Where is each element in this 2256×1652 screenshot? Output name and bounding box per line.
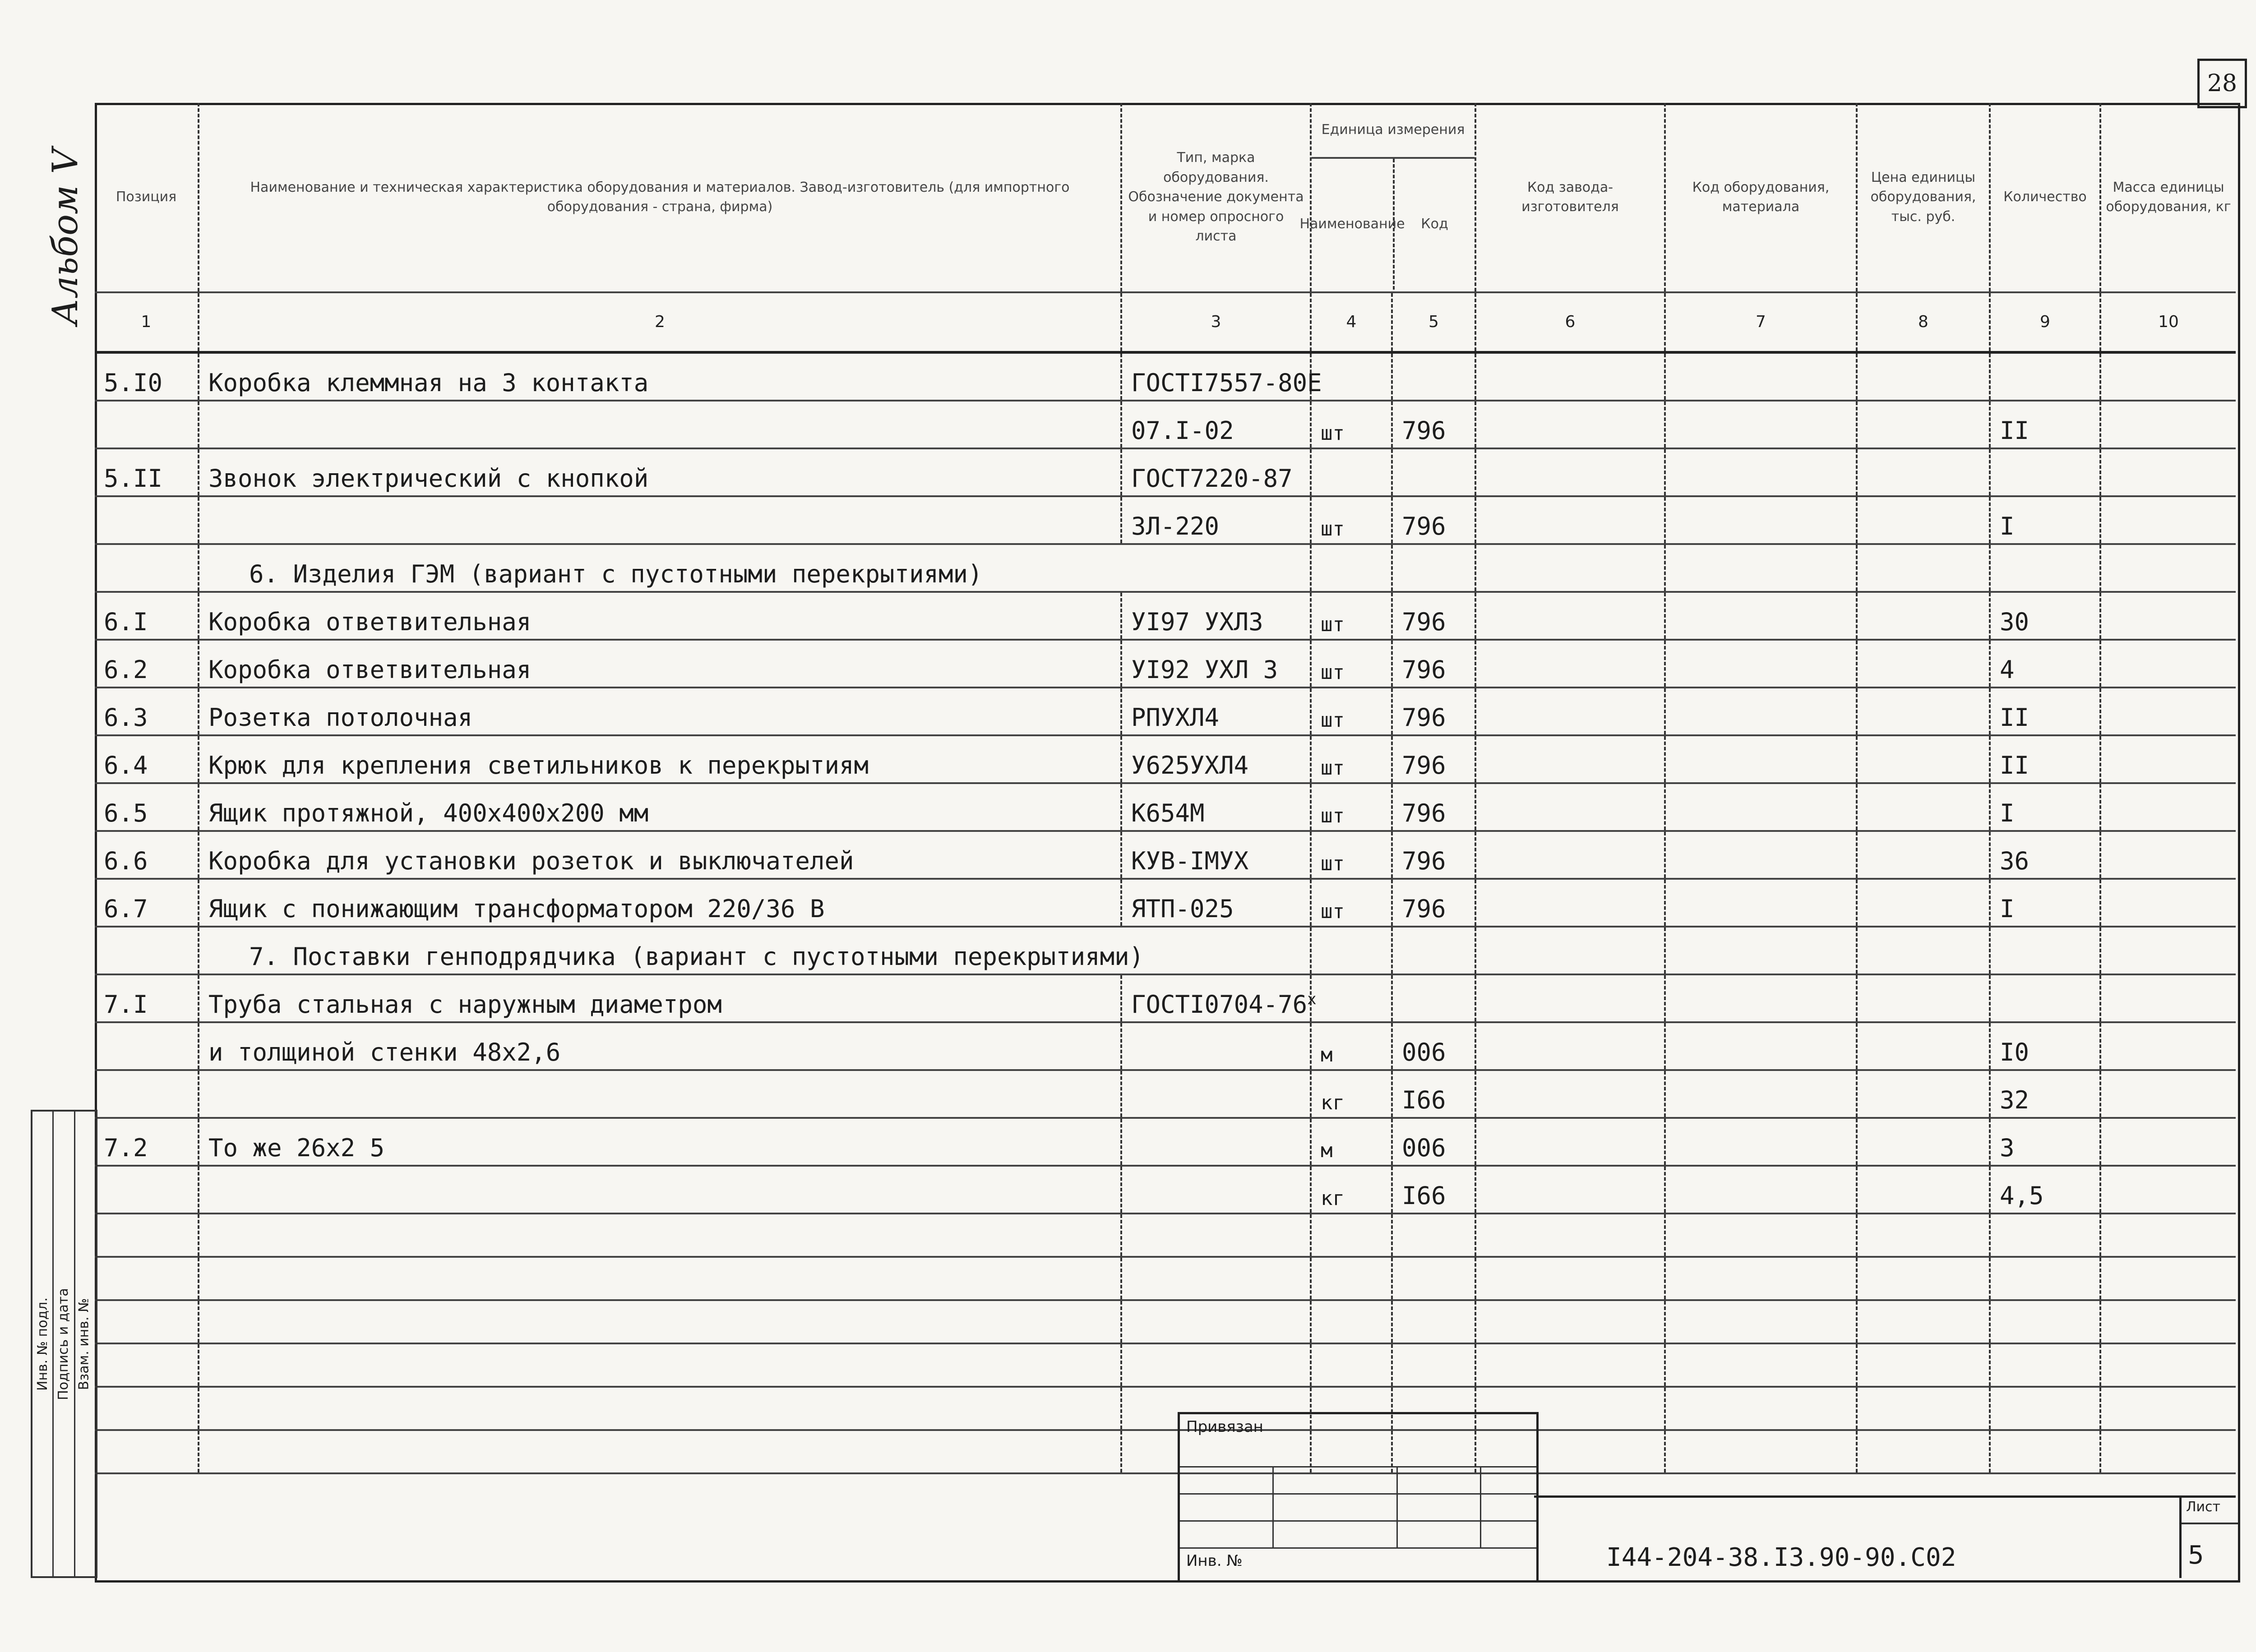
title-block bbox=[1534, 1495, 2236, 1580]
cell-quantity: 3 bbox=[1990, 1118, 2100, 1166]
cell-equipment-code bbox=[1665, 1070, 1857, 1118]
table-row bbox=[95, 1166, 2236, 1214]
table-row bbox=[95, 352, 2236, 401]
empty-row bbox=[95, 1300, 2236, 1343]
cell-position: 6.5 bbox=[95, 783, 199, 831]
cell-unit-price bbox=[1857, 1070, 1990, 1118]
empty-cell bbox=[199, 1300, 1121, 1343]
cell-position bbox=[95, 1070, 199, 1118]
section-heading-row bbox=[95, 544, 2236, 592]
cell-equipment-code bbox=[1665, 879, 1857, 927]
stamp-col-inv-orig bbox=[32, 1112, 54, 1576]
cell-unit-name: шт bbox=[1311, 401, 1392, 448]
empty-cell bbox=[1665, 1257, 1857, 1300]
col-header-10: Масса единицы оборудования, кг bbox=[2100, 103, 2236, 292]
empty-cell bbox=[1311, 1343, 1392, 1387]
cell-name: Розетка потолочная bbox=[199, 688, 1121, 735]
cell-equipment-code bbox=[1665, 1166, 1857, 1214]
empty-cell bbox=[2100, 1430, 2236, 1473]
col-header-7: Код оборудования, материала bbox=[1665, 103, 1857, 292]
cell-plant-code bbox=[1475, 352, 1665, 401]
empty-cell bbox=[1990, 1343, 2100, 1387]
cell-plant-code bbox=[1475, 1166, 1665, 1214]
cell-unit-mass bbox=[2100, 927, 2236, 974]
col-header-2: Наименование и техническая характеристика оборудования и материалов. Завод-изготовитель (для импортного оборудования - страна, фирма) bbox=[199, 103, 1121, 292]
empty-cell bbox=[1392, 1300, 1475, 1343]
cell-quantity: II bbox=[1990, 401, 2100, 448]
cell-equipment-code bbox=[1665, 688, 1857, 735]
inv-number-label: Инв. № bbox=[1186, 1552, 1243, 1570]
table-row bbox=[95, 783, 2236, 831]
empty-cell bbox=[95, 1257, 199, 1300]
cell-type-mark: ГОСТI7557-80Е bbox=[1121, 352, 1311, 401]
side-approval-stamp bbox=[31, 1110, 97, 1578]
stamp-label-replace: Взам. инв. № bbox=[76, 1298, 92, 1390]
col-header-3: Тип, марка оборудования. Обозначение документа и номер опросного листа bbox=[1121, 103, 1311, 292]
empty-cell bbox=[1665, 1214, 1857, 1257]
page-number: 28 bbox=[2197, 59, 2247, 108]
cell-unit-name: шт bbox=[1311, 688, 1392, 735]
cell-unit-code bbox=[1392, 544, 1475, 592]
cell-unit-price bbox=[1857, 831, 1990, 879]
footnote-mark: x bbox=[1307, 990, 1317, 1008]
empty-cell bbox=[1857, 1430, 1990, 1473]
cell-unit-name: шт bbox=[1311, 879, 1392, 927]
cell-type-mark bbox=[1121, 1022, 1311, 1070]
cell-unit-name: шт bbox=[1311, 831, 1392, 879]
col-header-8: Цена единицы оборудования, тыс. руб. bbox=[1857, 103, 1990, 292]
cell-name bbox=[199, 496, 1121, 544]
sheet-label: Лист bbox=[2186, 1499, 2221, 1515]
cell-name bbox=[199, 1070, 1121, 1118]
cell-unit-name: шт bbox=[1311, 640, 1392, 688]
cell-name: 6. Изделия ГЭМ (вариант с пустотными перекрытиями) bbox=[199, 544, 1311, 592]
specification-table bbox=[95, 103, 2236, 1474]
cell-position: 6.7 bbox=[95, 879, 199, 927]
cell-plant-code bbox=[1475, 974, 1665, 1022]
cell-unit-mass bbox=[2100, 448, 2236, 496]
cell-name: Коробка клеммная на 3 контакта bbox=[199, 352, 1121, 401]
cell-unit-price bbox=[1857, 544, 1990, 592]
cell-unit-mass bbox=[2100, 688, 2236, 735]
empty-cell bbox=[95, 1343, 199, 1387]
cell-unit-code: 796 bbox=[1392, 688, 1475, 735]
col-header-6: Код завода-изготовителя bbox=[1475, 103, 1665, 292]
empty-cell bbox=[95, 1387, 199, 1430]
empty-cell bbox=[1857, 1300, 1990, 1343]
cell-plant-code bbox=[1475, 927, 1665, 974]
cell-position bbox=[95, 1166, 199, 1214]
empty-cell bbox=[1121, 1300, 1311, 1343]
col-num-8: 8 bbox=[1857, 292, 1990, 352]
empty-cell bbox=[1665, 1343, 1857, 1387]
cell-position bbox=[95, 1022, 199, 1070]
empty-cell bbox=[199, 1387, 1121, 1430]
table-row bbox=[95, 401, 2236, 448]
cell-position bbox=[95, 927, 199, 974]
cell-quantity bbox=[1990, 974, 2100, 1022]
cell-unit-code bbox=[1392, 927, 1475, 974]
cell-unit-name: шт bbox=[1311, 783, 1392, 831]
col-header-unit-group bbox=[1299, 103, 1475, 292]
cell-unit-mass bbox=[2100, 735, 2236, 783]
cell-equipment-code bbox=[1665, 974, 1857, 1022]
cell-unit-mass bbox=[2100, 544, 2236, 592]
cell-name bbox=[199, 401, 1121, 448]
cell-name: Ящик с понижающим трансформатором 220/36 В bbox=[199, 879, 1121, 927]
table-row bbox=[95, 1118, 2236, 1166]
cell-quantity: 4,5 bbox=[1990, 1166, 2100, 1214]
cell-unit-mass bbox=[2100, 592, 2236, 640]
cell-type-mark: ГОСТ7220-87 bbox=[1121, 448, 1311, 496]
cell-unit-name bbox=[1311, 448, 1392, 496]
table-row bbox=[95, 735, 2236, 783]
cell-unit-name bbox=[1311, 974, 1392, 1022]
empty-cell bbox=[1392, 1214, 1475, 1257]
cell-unit-price bbox=[1857, 592, 1990, 640]
table-row bbox=[95, 592, 2236, 640]
cell-name bbox=[199, 1166, 1121, 1214]
cell-equipment-code bbox=[1665, 352, 1857, 401]
cell-unit-price bbox=[1857, 1118, 1990, 1166]
cell-position: 6.I bbox=[95, 592, 199, 640]
table-row bbox=[95, 640, 2236, 688]
stamp-col-signature bbox=[52, 1112, 75, 1576]
empty-cell bbox=[2100, 1214, 2236, 1257]
cell-unit-code: 796 bbox=[1392, 831, 1475, 879]
cell-type-mark: РПУХЛ4 bbox=[1121, 688, 1311, 735]
cell-unit-mass bbox=[2100, 401, 2236, 448]
cell-equipment-code bbox=[1665, 831, 1857, 879]
cell-plant-code bbox=[1475, 496, 1665, 544]
album-handwritten-note: Альбом V bbox=[45, 148, 86, 325]
cell-unit-code: I66 bbox=[1392, 1166, 1475, 1214]
cell-quantity: II bbox=[1990, 688, 2100, 735]
cell-plant-code bbox=[1475, 544, 1665, 592]
cell-plant-code bbox=[1475, 1022, 1665, 1070]
cell-equipment-code bbox=[1665, 1022, 1857, 1070]
empty-cell bbox=[2100, 1257, 2236, 1300]
cell-plant-code bbox=[1475, 640, 1665, 688]
cell-unit-price bbox=[1857, 879, 1990, 927]
cell-plant-code bbox=[1475, 879, 1665, 927]
cell-equipment-code bbox=[1665, 592, 1857, 640]
col-header-4: Наименование bbox=[1312, 159, 1395, 290]
empty-cell bbox=[1475, 1214, 1665, 1257]
cell-equipment-code bbox=[1665, 401, 1857, 448]
cell-plant-code bbox=[1475, 735, 1665, 783]
col-num-4: 4 bbox=[1311, 292, 1392, 352]
cell-quantity bbox=[1990, 927, 2100, 974]
cell-plant-code bbox=[1475, 688, 1665, 735]
cell-quantity bbox=[1990, 448, 2100, 496]
header-row bbox=[95, 103, 2236, 292]
empty-cell bbox=[2100, 1300, 2236, 1343]
cell-name: и толщиной стенки 48х2,6 bbox=[199, 1022, 1121, 1070]
cell-position: 7.I bbox=[95, 974, 199, 1022]
cell-unit-name bbox=[1311, 544, 1392, 592]
cell-type-mark: 07.I-02 bbox=[1121, 401, 1311, 448]
cell-position: 6.6 bbox=[95, 831, 199, 879]
cell-unit-price bbox=[1857, 352, 1990, 401]
column-number-row bbox=[95, 292, 2236, 352]
empty-row bbox=[95, 1343, 2236, 1387]
empty-cell bbox=[2100, 1343, 2236, 1387]
cell-unit-mass bbox=[2100, 1070, 2236, 1118]
cell-name: Коробка для установки розеток и выключателей bbox=[199, 831, 1121, 879]
empty-cell bbox=[1990, 1257, 2100, 1300]
empty-cell bbox=[1121, 1343, 1311, 1387]
cell-unit-price bbox=[1857, 640, 1990, 688]
cell-unit-price bbox=[1857, 783, 1990, 831]
cell-quantity: 36 bbox=[1990, 831, 2100, 879]
binding-stamp bbox=[1178, 1412, 1539, 1580]
cell-name: Звонок электрический с кнопкой bbox=[199, 448, 1121, 496]
empty-row bbox=[95, 1430, 2236, 1473]
cell-name: То же 26х2 5 bbox=[199, 1118, 1121, 1166]
cell-unit-price bbox=[1857, 688, 1990, 735]
col-header-9: Количество bbox=[1990, 103, 2100, 292]
table-row bbox=[95, 831, 2236, 879]
unit-group-label: Единица измерения bbox=[1312, 103, 1475, 159]
cell-equipment-code bbox=[1665, 640, 1857, 688]
col-num-5: 5 bbox=[1392, 292, 1475, 352]
cell-unit-mass bbox=[2100, 831, 2236, 879]
cell-unit-name: кг bbox=[1311, 1166, 1392, 1214]
cell-unit-price bbox=[1857, 496, 1990, 544]
cell-unit-code: 006 bbox=[1392, 1022, 1475, 1070]
cell-plant-code bbox=[1475, 831, 1665, 879]
empty-cell bbox=[1990, 1214, 2100, 1257]
empty-cell bbox=[95, 1430, 199, 1473]
cell-equipment-code bbox=[1665, 448, 1857, 496]
stamp-label-inv-orig: Инв. № подл. bbox=[34, 1297, 51, 1391]
table-row bbox=[95, 974, 2236, 1022]
cell-unit-name: м bbox=[1311, 1022, 1392, 1070]
empty-cell bbox=[199, 1257, 1121, 1300]
cell-quantity: I bbox=[1990, 879, 2100, 927]
empty-cell bbox=[1121, 1214, 1311, 1257]
cell-unit-mass bbox=[2100, 496, 2236, 544]
cell-unit-name bbox=[1311, 352, 1392, 401]
empty-cell bbox=[95, 1214, 199, 1257]
cell-position: 6.2 bbox=[95, 640, 199, 688]
cell-name: Ящик протяжной, 400х400х200 мм bbox=[199, 783, 1121, 831]
cell-unit-name: шт bbox=[1311, 592, 1392, 640]
cell-position bbox=[95, 496, 199, 544]
cell-unit-mass bbox=[2100, 1118, 2236, 1166]
section-heading-row bbox=[95, 927, 2236, 974]
cell-unit-mass bbox=[2100, 1022, 2236, 1070]
cell-unit-mass bbox=[2100, 352, 2236, 401]
cell-unit-name: кг bbox=[1311, 1070, 1392, 1118]
cell-plant-code bbox=[1475, 783, 1665, 831]
cell-equipment-code bbox=[1665, 1118, 1857, 1166]
empty-row bbox=[95, 1214, 2236, 1257]
cell-equipment-code bbox=[1665, 783, 1857, 831]
cell-type-mark: К654М bbox=[1121, 783, 1311, 831]
cell-type-mark: ЯТП-025 bbox=[1121, 879, 1311, 927]
col-num-1: 1 bbox=[95, 292, 199, 352]
cell-unit-code: 796 bbox=[1392, 735, 1475, 783]
cell-equipment-code bbox=[1665, 735, 1857, 783]
empty-cell bbox=[199, 1343, 1121, 1387]
empty-row bbox=[95, 1257, 2236, 1300]
empty-cell bbox=[1475, 1257, 1665, 1300]
cell-unit-name: шт bbox=[1311, 496, 1392, 544]
cell-type-mark: У625УХЛ4 bbox=[1121, 735, 1311, 783]
cell-plant-code bbox=[1475, 1070, 1665, 1118]
stamp-label-signature: Подпись и дата bbox=[55, 1287, 71, 1400]
cell-position bbox=[95, 544, 199, 592]
table-row bbox=[95, 879, 2236, 927]
cell-quantity bbox=[1990, 544, 2100, 592]
cell-unit-code bbox=[1392, 448, 1475, 496]
cell-unit-code: 796 bbox=[1392, 640, 1475, 688]
empty-cell bbox=[1311, 1214, 1392, 1257]
cell-quantity: 32 bbox=[1990, 1070, 2100, 1118]
cell-type-mark bbox=[1121, 1166, 1311, 1214]
empty-cell bbox=[1121, 1257, 1311, 1300]
empty-cell bbox=[2100, 1387, 2236, 1430]
cell-unit-code: 796 bbox=[1392, 879, 1475, 927]
cell-name: Крюк для крепления светильников к перекрытиям bbox=[199, 735, 1121, 783]
cell-name: Коробка ответвительная bbox=[199, 640, 1121, 688]
cell-position: 5.I0 bbox=[95, 352, 199, 401]
cell-type-mark bbox=[1121, 1118, 1311, 1166]
document-code: I44-204-38.I3.90-90.С02 bbox=[1606, 1543, 1956, 1572]
col-num-2: 2 bbox=[199, 292, 1121, 352]
cell-unit-price bbox=[1857, 448, 1990, 496]
cell-plant-code bbox=[1475, 448, 1665, 496]
col-num-9: 9 bbox=[1990, 292, 2100, 352]
cell-unit-mass bbox=[2100, 974, 2236, 1022]
cell-plant-code bbox=[1475, 1118, 1665, 1166]
empty-cell bbox=[1475, 1343, 1665, 1387]
bound-label: Привязан bbox=[1186, 1418, 1263, 1436]
cell-unit-code: I66 bbox=[1392, 1070, 1475, 1118]
cell-type-mark bbox=[1121, 1070, 1311, 1118]
cell-unit-price bbox=[1857, 974, 1990, 1022]
cell-unit-name: шт bbox=[1311, 735, 1392, 783]
cell-unit-code: 796 bbox=[1392, 592, 1475, 640]
cell-unit-code: 796 bbox=[1392, 783, 1475, 831]
col-num-6: 6 bbox=[1475, 292, 1665, 352]
cell-unit-code bbox=[1392, 974, 1475, 1022]
sheet-number: 5 bbox=[2188, 1541, 2204, 1570]
cell-unit-price bbox=[1857, 1166, 1990, 1214]
cell-quantity: I0 bbox=[1990, 1022, 2100, 1070]
cell-unit-mass bbox=[2100, 640, 2236, 688]
table-row bbox=[95, 688, 2236, 735]
table-row bbox=[95, 448, 2236, 496]
cell-position: 7.2 bbox=[95, 1118, 199, 1166]
empty-cell bbox=[1392, 1343, 1475, 1387]
cell-quantity bbox=[1990, 352, 2100, 401]
cell-type-mark: ГОСТI0704-76$^x$ bbox=[1121, 974, 1311, 1022]
cell-equipment-code bbox=[1665, 544, 1857, 592]
empty-cell bbox=[1392, 1257, 1475, 1300]
cell-unit-code bbox=[1392, 352, 1475, 401]
empty-cell bbox=[1857, 1214, 1990, 1257]
cell-unit-mass bbox=[2100, 1166, 2236, 1214]
empty-cell bbox=[1665, 1387, 1857, 1430]
empty-cell bbox=[199, 1430, 1121, 1473]
col-header-5: Код bbox=[1421, 216, 1448, 232]
empty-cell bbox=[1475, 1300, 1665, 1343]
empty-cell bbox=[1311, 1300, 1392, 1343]
empty-cell bbox=[1311, 1257, 1392, 1300]
table-row bbox=[95, 496, 2236, 544]
cell-unit-code: 796 bbox=[1392, 496, 1475, 544]
cell-name: Коробка ответвительная bbox=[199, 592, 1121, 640]
cell-unit-name bbox=[1311, 927, 1392, 974]
col-num-10: 10 bbox=[2100, 292, 2236, 352]
empty-cell bbox=[1665, 1430, 1857, 1473]
stamp-col-replace bbox=[74, 1112, 94, 1576]
cell-plant-code bbox=[1475, 592, 1665, 640]
table-row bbox=[95, 1022, 2236, 1070]
empty-cell bbox=[199, 1214, 1121, 1257]
cell-unit-name: м bbox=[1311, 1118, 1392, 1166]
table-row bbox=[95, 1070, 2236, 1118]
cell-unit-price bbox=[1857, 1022, 1990, 1070]
cell-position: 5.II bbox=[95, 448, 199, 496]
cell-unit-mass bbox=[2100, 879, 2236, 927]
col-header-1: Позиция bbox=[95, 103, 199, 292]
empty-cell bbox=[1990, 1430, 2100, 1473]
empty-cell bbox=[1857, 1387, 1990, 1430]
cell-name: 7. Поставки генподрядчика (вариант с пустотными перекрытиями) bbox=[199, 927, 1311, 974]
empty-cell bbox=[1990, 1300, 2100, 1343]
cell-plant-code bbox=[1475, 401, 1665, 448]
cell-position bbox=[95, 401, 199, 448]
cell-quantity: 30 bbox=[1990, 592, 2100, 640]
cell-equipment-code bbox=[1665, 496, 1857, 544]
cell-position: 6.3 bbox=[95, 688, 199, 735]
cell-type-mark: УI97 УХЛ3 bbox=[1121, 592, 1311, 640]
cell-unit-code: 006 bbox=[1392, 1118, 1475, 1166]
empty-row bbox=[95, 1387, 2236, 1430]
cell-equipment-code bbox=[1665, 927, 1857, 974]
empty-cell bbox=[1990, 1387, 2100, 1430]
cell-unit-price bbox=[1857, 735, 1990, 783]
cell-unit-price bbox=[1857, 401, 1990, 448]
col-num-7: 7 bbox=[1665, 292, 1857, 352]
cell-quantity: II bbox=[1990, 735, 2100, 783]
cell-type-mark: КУВ-IМУХ bbox=[1121, 831, 1311, 879]
cell-type-mark: ЗЛ-220 bbox=[1121, 496, 1311, 544]
cell-unit-code: 796 bbox=[1392, 401, 1475, 448]
cell-quantity: 4 bbox=[1990, 640, 2100, 688]
cell-unit-price bbox=[1857, 927, 1990, 974]
sheet-box bbox=[2179, 1495, 2238, 1578]
col-num-3: 3 bbox=[1121, 292, 1311, 352]
empty-cell bbox=[1665, 1300, 1857, 1343]
cell-name: Труба стальная с наружным диаметром bbox=[199, 974, 1121, 1022]
empty-cell bbox=[1857, 1257, 1990, 1300]
cell-quantity: I bbox=[1990, 496, 2100, 544]
cell-quantity: I bbox=[1990, 783, 2100, 831]
cell-unit-mass bbox=[2100, 783, 2236, 831]
cell-type-mark: УI92 УХЛ 3 bbox=[1121, 640, 1311, 688]
cell-position: 6.4 bbox=[95, 735, 199, 783]
empty-cell bbox=[1857, 1343, 1990, 1387]
empty-cell bbox=[95, 1300, 199, 1343]
